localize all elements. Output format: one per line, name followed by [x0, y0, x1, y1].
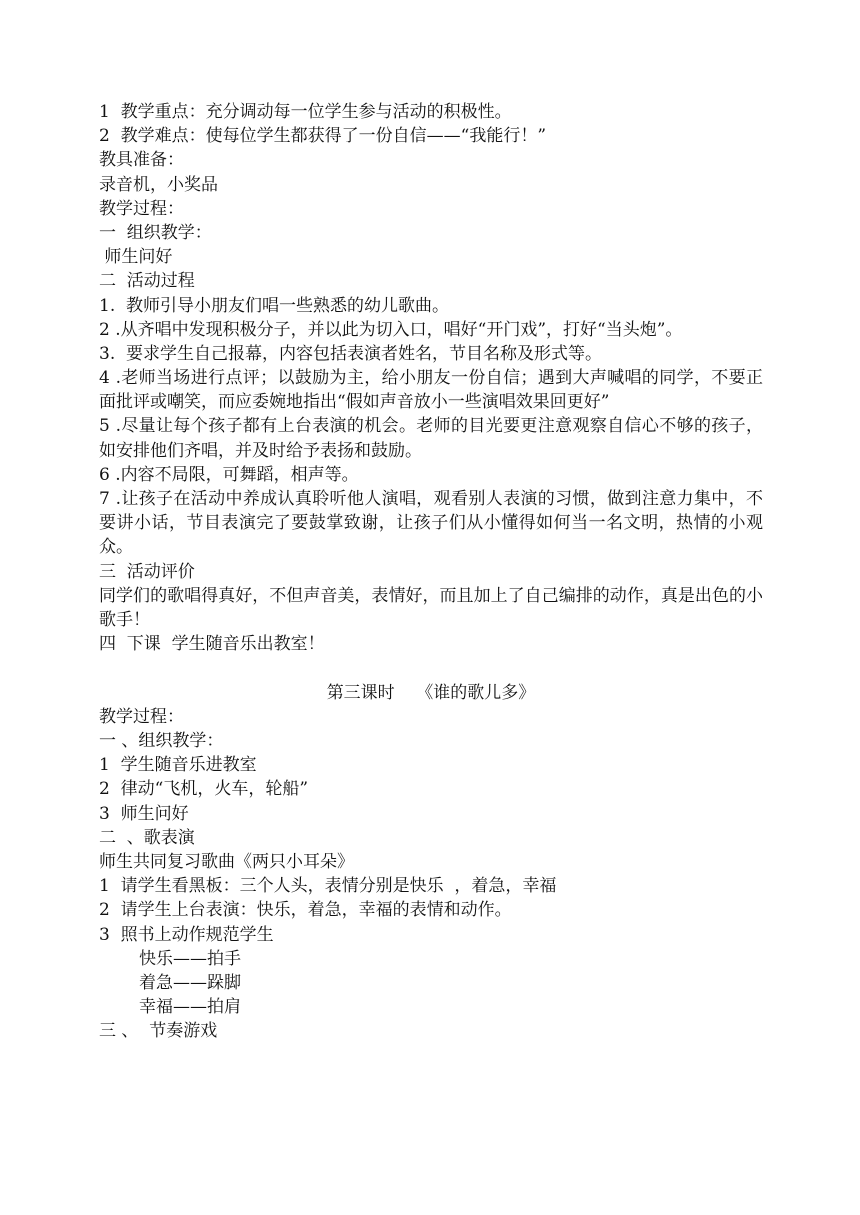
activity-step-4: 4 .老师当场进行点评；以鼓励为主，给小朋友一份自信；遇到大声喊唱的同学，不要正面批评或嘲笑，而应委婉地指出“假如声音放小一些演唱效果回更好”: [99, 368, 763, 413]
activity-step-6: 6 .内容不局限，可舞蹈，相声等。: [99, 464, 359, 485]
organize-step-3: 3 师生问好: [99, 803, 189, 824]
performance-step-3: 3 照书上动作规范学生: [99, 924, 274, 945]
organize-step-1: 1 学生随音乐进教室: [99, 755, 257, 776]
action-anxious: 着急——跺脚: [139, 972, 241, 993]
process-heading: 教学过程：: [99, 198, 184, 219]
performance-step-1: 1 请学生看黑板：三个人头，表情分别是快乐 ，着急，幸福: [99, 876, 557, 897]
process-heading-2: 教学过程：: [99, 706, 184, 727]
activity-step-3: 3. 要求学生自己报幕，内容包括表演者姓名，节目名称及形式等。: [99, 343, 603, 364]
greeting-line: 师生问好: [99, 247, 173, 268]
document-body: [99, 100, 763, 1043]
activity-step-1: 1. 教师引导小朋友们唱一些熟悉的幼儿歌曲。: [99, 295, 450, 316]
section-organize-2: 一 、组织教学：: [99, 731, 224, 752]
teaching-focus: 1 教学重点：充分调动每一位学生参与活动的积极性。: [99, 102, 512, 122]
activity-step-7: 7 .让孩子在活动中养成认真聆听他人演唱，观看别人表演的习惯，做到注意力集中，不要讲小话，节目表演完了要鼓掌致谢，让孩子们从小懂得如何当一名文明，热情的小观众。: [99, 489, 763, 558]
section-activity: 二 活动过程: [99, 271, 195, 292]
materials-list: 录音机，小奖品: [99, 174, 218, 195]
action-happiness: 幸福——拍肩: [139, 997, 241, 1018]
blank-line: [99, 656, 763, 680]
section-dismiss: 四 下课 学生随音乐出教室！: [99, 634, 325, 655]
activity-step-5: 5 .尽量让每个孩子都有上台表演的机会。老师的目光要更注意观察自信心不够的孩子，如安排他们齐唱，并及时给予表扬和鼓励。: [99, 416, 763, 461]
section-song-performance: 二 、歌表演: [99, 827, 195, 848]
section-evaluation: 三 活动评价: [99, 561, 195, 582]
organize-step-2: 2 律动“飞机，火车，轮船”: [99, 779, 309, 800]
activity-step-2: 2 .从齐唱中发现积极分子，并以此为切入口，唱好“开门戏”，打好“当头炮”。: [99, 319, 683, 340]
review-song: 师生共同复习歌曲《两只小耳朵》: [99, 851, 354, 872]
performance-step-2: 2 请学生上台表演：快乐，着急，幸福的表情和动作。: [99, 900, 512, 921]
teaching-difficulty: 2 教学难点：使每位学生都获得了一份自信——“我能行！”: [99, 126, 547, 147]
materials-heading: 教具准备：: [99, 150, 184, 171]
lesson-title: 第三课时 《谁的歌儿多》: [326, 682, 536, 703]
action-happy: 快乐——拍手: [139, 948, 241, 969]
evaluation-text: 同学们的歌唱得真好，不但声音美，表情好，而且加上了自己编排的动作，真是出色的小歌手！: [99, 585, 763, 631]
section-organize: 一 组织教学：: [99, 222, 212, 243]
section-rhythm-game: 三 、 节奏游戏: [99, 1021, 218, 1042]
